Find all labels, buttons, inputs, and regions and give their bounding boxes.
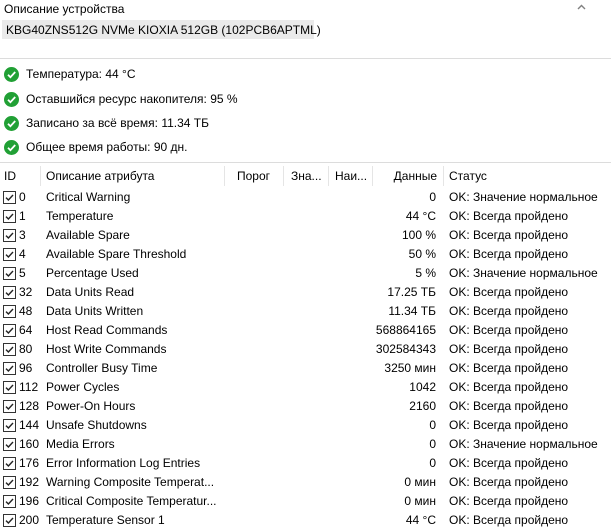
column-header-data[interactable]: Данные [393,169,437,183]
checkmark-icon [4,230,15,241]
chevron-up-icon[interactable] [577,3,586,12]
table-row[interactable] [0,454,611,473]
attribute-name: Temperature Sensor 1 [46,513,165,527]
column-header-worst[interactable]: Наи... [335,169,368,183]
checkmark-icon [4,382,15,393]
attribute-status: OK: Всегда пройдено [449,285,569,299]
attribute-data: 50 % [408,247,436,261]
attribute-id: 80 [19,342,33,356]
table-row[interactable] [0,511,611,530]
attribute-data: 11.34 ТБ [388,304,436,318]
attribute-checkbox[interactable] [3,324,16,337]
column-header-status[interactable]: Статус [449,169,487,183]
column-divider[interactable] [328,166,329,186]
checkmark-icon [4,306,15,317]
column-divider[interactable] [443,166,444,186]
attribute-status: OK: Всегда пройдено [449,209,569,223]
attribute-name: Data Units Written [46,304,144,318]
attribute-status: OK: Всегда пройдено [449,228,569,242]
attribute-data: 3250 мин [384,361,436,375]
attribute-checkbox[interactable] [3,343,16,356]
checkmark-icon [4,211,15,222]
summary-power-on-time [4,138,188,156]
summary-text: Общее время работы: 90 дн. [26,140,188,154]
summary-remaining-life [4,90,238,108]
attribute-id: 64 [19,323,33,337]
attribute-status: OK: Всегда пройдено [449,475,569,489]
attribute-checkbox[interactable] [3,248,16,261]
check-circle-icon [4,140,19,155]
attribute-status: OK: Всегда пройдено [449,399,569,413]
table-row[interactable] [0,378,611,397]
attribute-status: OK: Всегда пройдено [449,323,569,337]
checkmark-icon [4,420,15,431]
table-row[interactable] [0,321,611,340]
divider [0,162,611,163]
table-row[interactable] [0,416,611,435]
attribute-status: OK: Всегда пройдено [449,361,569,375]
table-row[interactable] [0,302,611,321]
checkmark-icon [4,477,15,488]
attribute-name: Warning Composite Temperat... [46,475,215,489]
attribute-status: OK: Значение нормальное [449,266,598,280]
attribute-data: 1042 [409,380,436,394]
device-list-item[interactable] [2,20,321,39]
attribute-checkbox[interactable] [3,362,16,375]
attribute-checkbox[interactable] [3,286,16,299]
checkmark-icon [4,325,15,336]
attribute-status: OK: Всегда пройдено [449,380,569,394]
divider [0,58,611,59]
table-row[interactable] [0,207,611,226]
column-divider[interactable] [224,166,225,186]
check-circle-icon [4,116,19,131]
attribute-status: OK: Всегда пройдено [449,418,569,432]
table-row[interactable] [0,264,611,283]
attribute-name: Temperature [46,209,114,223]
attribute-name: Media Errors [46,437,115,451]
attribute-checkbox[interactable] [3,305,16,318]
table-row[interactable] [0,473,611,492]
attribute-status: OK: Всегда пройдено [449,304,569,318]
attribute-name: Unsafe Shutdowns [46,418,147,432]
attribute-data: 568864165 [375,323,436,337]
checkmark-icon [4,458,15,469]
attribute-checkbox[interactable] [3,514,16,527]
attribute-status: OK: Всегда пройдено [449,513,569,527]
column-divider[interactable] [283,166,284,186]
attribute-name: Data Units Read [46,285,135,299]
column-divider[interactable] [40,166,41,186]
attribute-checkbox[interactable] [3,381,16,394]
table-row[interactable] [0,492,611,511]
attribute-data: 100 % [401,228,436,242]
attribute-name: Power Cycles [46,380,120,394]
table-row[interactable] [0,435,611,454]
attribute-checkbox[interactable] [3,267,16,280]
checkmark-icon [4,515,15,526]
attribute-id: 200 [19,513,39,527]
attribute-id: 4 [19,247,26,261]
smart-attributes-table [0,164,611,530]
attribute-id: 5 [19,266,26,280]
attribute-checkbox[interactable] [3,438,16,451]
attribute-checkbox[interactable] [3,419,16,432]
device-section-title: Описание устройства [4,2,125,16]
attribute-name: Critical Warning [46,190,131,204]
attribute-data: 0 мин [404,475,436,489]
column-header-description[interactable]: Описание атрибута [46,169,155,183]
attribute-data: 0 [429,190,436,204]
attribute-id: 0 [19,190,26,204]
checkmark-icon [4,344,15,355]
attribute-id: 48 [19,304,33,318]
attribute-data: 2160 [409,399,436,413]
checkmark-icon [4,287,15,298]
summary-text: Оставшийся ресурс накопителя: 95 % [26,92,238,106]
attribute-id: 196 [19,494,39,508]
attribute-id: 32 [19,285,33,299]
summary-total-written [4,114,209,132]
column-header-threshold[interactable]: Порог [237,169,271,183]
attribute-name: Critical Composite Temperatur... [46,494,217,508]
attribute-data: 0 [429,456,436,470]
attribute-status: OK: Всегда пройдено [449,247,569,261]
attribute-status: OK: Значение нормальное [449,437,598,451]
check-circle-icon [4,67,19,82]
attribute-id: 176 [19,456,39,470]
attribute-id: 112 [19,380,39,394]
column-header-value[interactable]: Зна... [291,169,322,183]
table-header [0,164,611,188]
attribute-id: 128 [19,399,39,413]
attribute-checkbox[interactable] [3,495,16,508]
attribute-status: OK: Значение нормальное [449,190,598,204]
device-name: KBG40ZNS512G NVMe KIOXIA 512GB (102PCB6APTML) [6,22,321,37]
summary-text: Температура: 44 °C [26,67,136,81]
attribute-data: 0 [429,418,436,432]
attribute-data: 17.25 ТБ [387,285,436,299]
table-row[interactable] [0,245,611,264]
attribute-id: 1 [19,209,26,223]
attribute-checkbox[interactable] [3,457,16,470]
attribute-data: 44 °C [405,513,436,527]
checkmark-icon [4,496,15,507]
summary-temperature [4,65,136,83]
checkmark-icon [4,192,15,203]
attribute-data: 44 °C [405,209,436,223]
attribute-checkbox[interactable] [3,476,16,489]
checkmark-icon [4,363,15,374]
attribute-checkbox[interactable] [3,229,16,242]
attribute-name: Error Information Log Entries [46,456,201,470]
table-row[interactable] [0,226,611,245]
checkmark-icon [4,401,15,412]
attribute-id: 160 [19,437,39,451]
attribute-id: 192 [19,475,39,489]
check-circle-icon [4,92,19,107]
column-divider[interactable] [372,166,373,186]
table-row[interactable] [0,397,611,416]
attribute-name: Available Spare Threshold [46,247,187,261]
attribute-id: 96 [19,361,33,375]
column-header-id[interactable]: ID [4,169,16,183]
table-row[interactable] [0,283,611,302]
attribute-name: Power-On Hours [46,399,136,413]
attribute-checkbox[interactable] [3,210,16,223]
attribute-status: OK: Всегда пройдено [449,342,569,356]
checkmark-icon [4,268,15,279]
summary-text: Записано за всё время: 11.34 ТБ [26,116,210,130]
checkmark-icon [4,439,15,450]
attribute-status: OK: Всегда пройдено [449,456,569,470]
attribute-id: 144 [19,418,39,432]
attribute-id: 3 [19,228,26,242]
attribute-name: Host Read Commands [46,323,168,337]
table-body [0,188,611,530]
attribute-name: Percentage Used [46,266,139,280]
checkmark-icon [4,249,15,260]
table-row[interactable] [0,188,611,207]
attribute-data: 0 мин [404,494,436,508]
attribute-data: 302584343 [375,342,436,356]
attribute-name: Controller Busy Time [46,361,158,375]
table-row[interactable] [0,340,611,359]
attribute-name: Available Spare [46,228,130,242]
attribute-checkbox[interactable] [3,400,16,413]
attribute-checkbox[interactable] [3,191,16,204]
attribute-status: OK: Всегда пройдено [449,494,569,508]
attribute-name: Host Write Commands [46,342,167,356]
table-row[interactable] [0,359,611,378]
attribute-data: 5 % [415,266,436,280]
attribute-data: 0 [429,437,436,451]
